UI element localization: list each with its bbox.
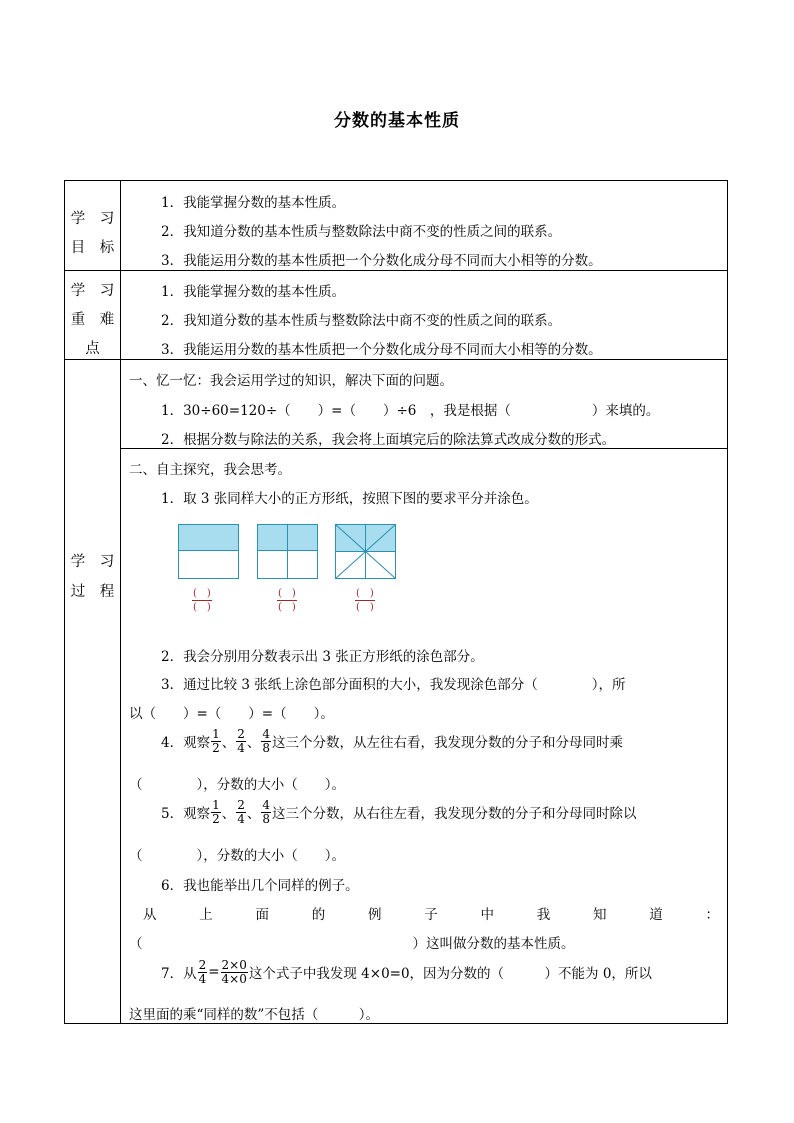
blank-fraction[interactable]: ( ) ( ) [193,588,211,613]
explore-question-2: 2．我会分别用分数表示出 3 张正方形纸的涂色部分。 [161,649,484,665]
recall-question-2: 2．根据分数与除法的关系，我会将上面填完后的除法算式改成分数的形式。 [161,432,616,448]
key-item: 2．我知道分数的基本性质与整数除法中商不变的性质之间的联系。 [161,313,562,329]
explore-question-4-cont: （ ），分数的大小（ ）。 [129,777,345,793]
explore-question-5-cont: （ ），分数的大小（ ）。 [129,848,345,864]
fraction-4-8: $\frac{4}{8}$ [262,797,271,826]
explore-question-3-cont: 以（ ）=（ ）=（ ）。 [129,706,334,722]
key-points-label: 学 习 重 难 点 [70,283,115,357]
fraction-1-2: $\frac{1}{2}$ [212,797,220,826]
key-item: 3．我能运用分数的基本性质把一个分数化成分母不同而大小相等的分数。 [161,342,602,358]
square-halves [178,524,240,580]
page-title: 分数的基本性质 [334,111,460,131]
fraction-2-4: $\frac{2}{4}$ [237,797,245,826]
recall-question-1: 1．30÷60=120÷（ ）=（ ）÷6 ，我是根据（ ）来填的。 [161,403,660,419]
explore-question-4: 4．观察 $\frac{1}{2}$ 、 $\frac{2}{4}$ 、 $\frac{4}{8}$ 这三个分数，从左往右看，我发现分数的分子和分母同时乘 [161,726,624,755]
goal-item: 2．我知道分数的基本性质与整数除法中商不变的性质之间的联系。 [161,224,562,240]
fraction-2-4: $\frac{2}{4}$ [237,726,245,755]
goal-item: 3．我能运用分数的基本性质把一个分数化成分母不同而大小相等的分数。 [161,253,602,269]
explore-question-6-spread: 从 上 面 的 例 子 中 我 知 道 ： [143,907,719,923]
explore-question-7-cont: 这里面的乘“同样的数”不包括（ ）。 [129,1007,380,1023]
fraction-2x0-4x0: $\frac{2\times 0}{4\times 0}$ [221,957,247,986]
goals-label: 学 习 目 标 [70,211,115,256]
square-quarters [257,524,319,580]
blank-fraction[interactable]: ( ) ( ) [278,588,296,613]
fraction-1-2: $\frac{1}{2}$ [212,726,220,755]
key-item: 1．我能掌握分数的基本性质。 [161,284,346,300]
explore-question-3: 3．通过比较 3 张纸上涂色部分面积的大小，我发现涂色部分（ ），所 [161,677,626,693]
study-table [64,180,728,1024]
goal-item: 1．我能掌握分数的基本性质。 [161,195,346,211]
square-eighths [335,524,397,580]
fraction-4-8: $\frac{4}{8}$ [262,726,271,755]
explore-question-7: 7．从 $\frac{2}{4}$ = $\frac{2\times 0}{4\times 0}$ 这个式子中我发现 4×0=0，因为分数的（ ）不能为 0，所以 [161,957,652,986]
explore-question-5: 5．观察 $\frac{1}{2}$ 、 $\frac{2}{4}$ 、 $\frac{4}{8}$ 这三个分数，从右往左看，我发现分数的分子和分母同时除以 [161,797,637,826]
explore-question-6-cont: （ ）这叫做分数的基本性质。 [129,936,575,952]
fraction-2-4: $\frac{2}{4}$ [198,957,207,986]
recall-heading: 一、忆一忆：我会运用学过的知识，解决下面的问题。 [129,373,453,389]
explore-heading: 二、自主探究，我会思考。 [129,462,291,478]
blank-fraction[interactable]: ( ) ( ) [356,588,374,613]
process-label: 学 习 过 程 [70,554,115,600]
explore-question-1: 1．取 3 张同样大小的正方形纸，按照下图的要求平分并涂色。 [161,491,538,507]
explore-question-6: 6．我也能举出几个同样的例子。 [161,878,359,894]
